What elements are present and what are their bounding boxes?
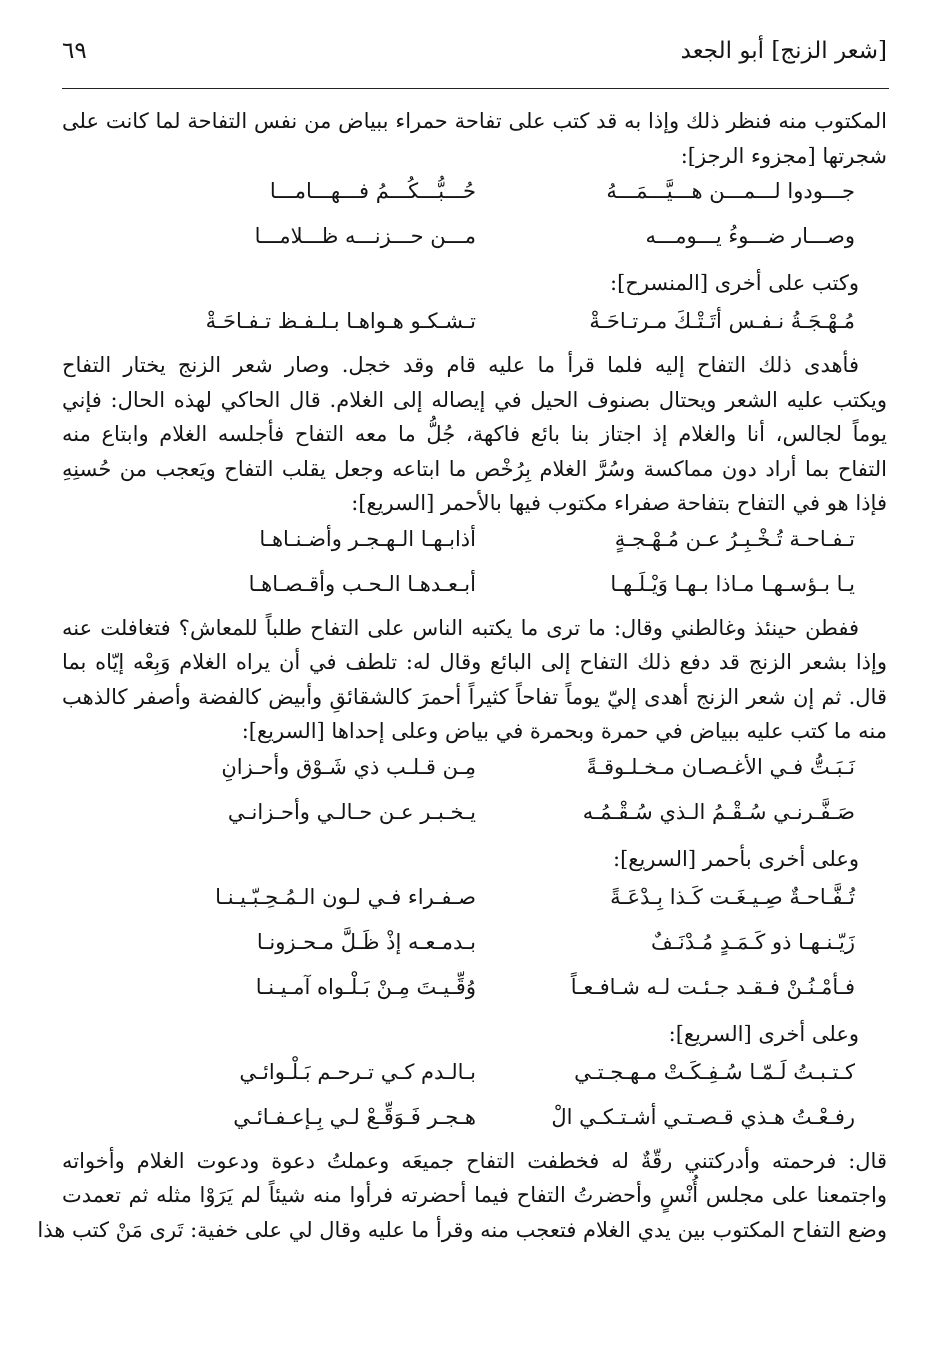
verse-first-hemistich: زَيّـنـهـا ذو كَـمَـدٍ مُـدْنَـفٌ (650, 929, 855, 954)
verse-line (62, 303, 887, 348)
poem-1 (62, 173, 887, 263)
verse-second-hemistich: صـفـراء فـي لـون الـمُـحِـبّـيـنـا (215, 884, 476, 909)
verse-second-hemistich: بـدمـعـه إذْ ظَـلَّ مـحـزونـا (256, 929, 476, 954)
verse-line (62, 173, 887, 218)
verse-first-hemistich: تـفـاحـة تُـخْـبِـرُ عـن مُـهْـجـةٍ (614, 526, 855, 551)
page-body (37, 104, 887, 1247)
poem-4 (62, 749, 887, 839)
header-rule (62, 88, 889, 89)
poem-6 (62, 1054, 887, 1144)
verse-line (62, 1054, 887, 1099)
verse-intro: وعلى أخرى [السريع]: (668, 1021, 859, 1046)
verse-second-hemistich: هـجـر فَـوَقِّـعْ لـي بِـإعـفـائـي (233, 1104, 476, 1129)
text-line: واجتمعنا على مجلس أُنْسٍ وأحضرتُ التفاح فيما أحضرته فرأوا منه شيئاً لم يَرَوْا مثله ثم تعمدت (62, 1183, 887, 1207)
verse-second-hemistich: بـالـدم كـي تـرحـم بَـلْـوائـي (239, 1059, 476, 1084)
verse-line (62, 749, 887, 794)
verse-second-hemistich: وُقِّـيـتَ مِـنْ بَـلْـواه آمـيـنـا (255, 974, 476, 999)
verse-line (62, 794, 887, 839)
verse-line (62, 969, 887, 1014)
verse-second-hemistich: مـــن حـــزنـــه ظـــلامـــا (254, 224, 476, 248)
verse-second-hemistich: مِـن قـلـب ذي شَـوْق وأحـزانِ (221, 754, 476, 779)
paragraph-2 (62, 348, 887, 521)
verse-line (62, 879, 887, 924)
text-line: فإذا هو في التفاح بتفاحة صفراء مكتوب فيها بالأحمر [السريع]: (351, 491, 887, 515)
verse-line (62, 924, 887, 969)
verse-second-hemistich: أبـعـدهـا الـحـب وأقـصـاهـا (248, 571, 476, 596)
running-title: [شعر الزنج] أبو الجعد (680, 38, 887, 64)
running-header (62, 38, 887, 78)
text-line: يوماً لجالس، أنا والغلام إذ اجتاز بنا بائع فاكهة، جُلُّ ما معه التفاح فأجلسه الغلام وابتاع منه (62, 422, 887, 446)
verse-first-hemistich: صَـفَّـرنـي سُـقْـمُ الـذي سُـقْـمُـه (582, 799, 855, 824)
text-line: التفاح بما أراد دون مماكسة وسُرَّ الغلام بِرُخْص ما ابتاعه وجعل يقلب التفاح ويَعجب من حُسنِهِ (62, 456, 887, 481)
verse-second-hemistich: أذابـهـا الـهـجـر وأضـنـاهـا (259, 526, 476, 551)
text-line: قال: فرحمته وأدركتني رقّةٌ له فخطفت التفاح جميعَه وعملتُ دعوة ودعوت الغلام وأخواته (62, 1148, 887, 1173)
paragraph-4 (37, 1144, 887, 1248)
text-line: وإذا بشعر الزنج قد دفع ذلك التفاح إلى البائع وقال له: تلطف في أن يراه الغلام وَبِعْه إيّاه بما (62, 650, 887, 674)
verse-first-hemistich: رفـعْـتُ هـذي قـصـتـي أشـتـكـي الْ (551, 1104, 855, 1129)
poem-2 (62, 303, 887, 348)
verse-line (62, 1099, 887, 1144)
verse-first-hemistich: وصـــار ضـــوءُ يـــومـــه (645, 224, 855, 248)
verse-first-hemistich: تُـفَّـاحـةٌ صِـيـغَـت كَـذا بِـدْعَـةً (610, 884, 855, 909)
text-line: ففطن حينئذ وغالطني وقال: ما ترى ما يكتبه الناس على التفاح طلباً للمعاش؟ فتغافلت عنه (62, 615, 859, 640)
text-line: منه ما كتب عليه ببياض في حمرة وبحمرة في بياض وعلى إحداها [السريع]: (241, 719, 887, 743)
paragraph-1 (62, 104, 887, 173)
verse-first-hemistich: جـــودوا لـــمـــن هـــيَّـــمَـــهُ (606, 179, 855, 203)
verse-first-hemistich: فـأمْـنُـنْ فـقـد جـئـت لـه شـافـعـاً (570, 974, 855, 999)
verse-first-hemistich: نَـبَـتُّ فـي الأغـصـان مـخـلـوقـةً (586, 754, 855, 779)
text-line: المكتوب منه فنظر ذلك وإذا به قد كتب على تفاحة حمراء ببياض من نفس التفاحة لما كانت على (62, 109, 887, 133)
verse-second-hemistich: تـشـكـو هـواهـا بـلـفـظ تـفـاحَـةْ (205, 309, 476, 333)
verse-first-hemistich: يـا بـؤسـهـا مـاذا بـهـا وَيْـلَـهـا (610, 571, 855, 596)
poem-5 (62, 879, 887, 1014)
verse-first-hemistich: مُـهْـجَـةُ نـفـس أتَـتْـكَ مـرتـاحَـةْ (589, 309, 855, 333)
page-number: ٦٩ (62, 38, 87, 64)
verse-line (62, 521, 887, 566)
verse-intro: وعلى أخرى بأحمر [السريع]: (613, 846, 859, 871)
text-line: فأهدى ذلك التفاح إليه فلما قرأ ما عليه قام وقد خجل. وصار شعر الزنج يختار التفاح (62, 353, 859, 377)
paragraph-3 (62, 611, 887, 749)
verse-second-hemistich: حُـــبُّـــكُـــمُ فـــهـــامـــا (269, 179, 476, 203)
text-line: قال. ثم إن شعر الزنج أهدى إليّ يوماً تفاحاً كثيراً أحمرَ كالشقائقِ وأبيض كالفضة وأصفر كالذهب (62, 684, 887, 709)
poem-3 (62, 521, 887, 611)
text-line: وضع التفاح المكتوب بين يدي الغلام فتعجب منه وقرأ ما عليه وقال لي على خفية: تَرى مَنْ كتب هذا (37, 1217, 887, 1242)
text-line: ويكتب عليه الشعر ويحتال بصنوف الحيل في إيصاله إلى الغلام. قال الحاكي لهذه الحال: فإني (62, 387, 887, 412)
verse-line (62, 218, 887, 263)
verse-second-hemistich: يـخـبـر عـن حـالـي وأحـزانـي (227, 799, 476, 824)
text-line: شجرتها [مجزوء الرجز]: (680, 143, 887, 168)
verse-first-hemistich: كـتـبـتُ لَـمّـا سُـفِـكَـتْ مـهـجـتـي (574, 1059, 855, 1084)
verse-line (62, 566, 887, 611)
verse-intro: وكتب على أخرى [المنسرح]: (610, 271, 859, 295)
